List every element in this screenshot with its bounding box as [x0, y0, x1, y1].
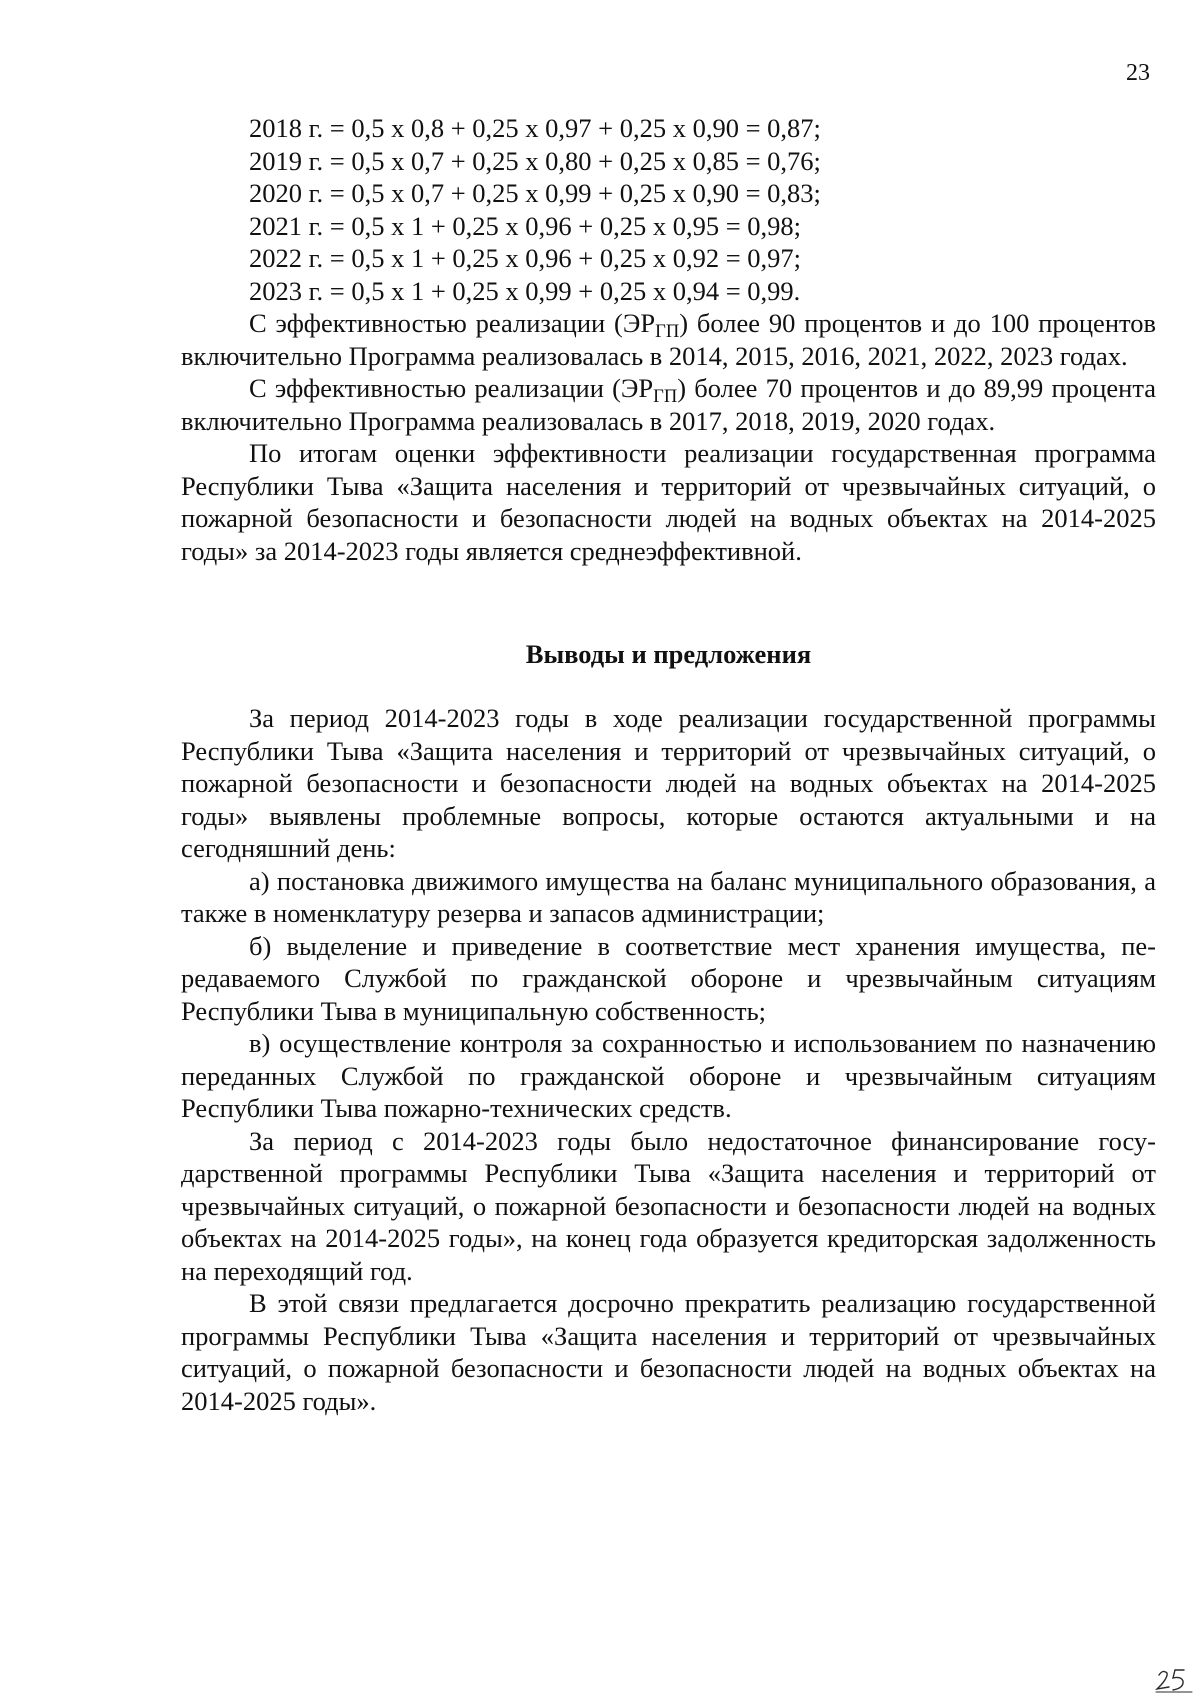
effectiveness-high-subscript: ГП: [655, 321, 680, 343]
effectiveness-medium-text-end: ) более 70 процентов и до 89,99 процента включительно Программа реализовалась в 2017, 2018, 2019, 2020 годах.: [181, 373, 1156, 436]
funding-paragraph: За период с 2014-2023 годы было недостаточное финансирование государственной программы Республики Тыва «Защита населения и территорий от чрезвычайных ситуаций, о пожарной безопасности и безопасности людей на водных объектах на 2014-2025 годы», на конец года образуется кредиторская задолженность на переходящий год.: [181, 1125, 1156, 1286]
effectiveness-high-paragraph: [181, 307, 1156, 372]
conclusions-item-b: б) выделение и приведение в соответствие мест хранения имущества, передаваемого Службой по гражданской обороне и чрезвычайным ситуациям Республики Тыва в муниципальную собственность;: [181, 930, 1156, 1026]
section-heading: Выводы и предложения: [525, 639, 812, 669]
effectiveness-high-text-start: С эффективностью реализации (ЭР: [249, 308, 656, 338]
formula-line-2021: 2021 г. = 0,5 х 1 + 0,25 х 0,96 + 0,25 х 0,95 = 0,98;: [249, 210, 802, 241]
formula-line-2019: 2019 г. = 0,5 х 0,7 + 0,25 х 0,80 + 0,25 х 0,85 = 0,76;: [249, 145, 821, 176]
conclusions-intro-paragraph: За период 2014-2023 годы в ходе реализации государственной программы Республики Тыва «Защита населения и территорий от чрезвычайных ситуаций, о пожарной безопасности и безопасности людей на водных объектах на 2014-2025 годы» выявлены проблемные вопросы, которые остаются актуальными и на сегодняшний день:: [181, 703, 1156, 863]
conclusions-item-c: в) осуществление контроля за сохранностью и использованием по назначению переданных Службой по гражданской обороне и чрезвычайным ситуациям Республики Тыва пожарно-технических средств.: [181, 1028, 1156, 1123]
conclusions-section: [181, 702, 1156, 1417]
formula-list: [181, 112, 1156, 307]
effectiveness-medium-paragraph: [181, 372, 1156, 437]
formula-line-2023: 2023 г. = 0,5 х 1 + 0,25 х 0,99 + 0,25 х 0,94 = 0,99.: [249, 275, 801, 306]
effectiveness-section: [181, 307, 1156, 567]
formula-line-2020: 2020 г. = 0,5 х 0,7 + 0,25 х 0,99 + 0,25 х 0,90 = 0,83;: [249, 178, 821, 208]
page-number: 23: [1126, 60, 1150, 86]
conclusions-item-a: а) постановка движимого имущества на баланс муниципального образования, а также в номенклатуру резерва и запасов администрации;: [181, 865, 1156, 928]
formula-line-2018: 2018 г. = 0,5 х 0,8 + 0,25 х 0,97 + 0,25 х 0,90 = 0,87;: [249, 113, 821, 143]
handwritten-page-mark: [1154, 1665, 1194, 1695]
proposal-paragraph: В этой связи предлагается досрочно прекратить реализацию государственной программы Республики Тыва «Защита населения и территорий от чрезвычайных ситуаций, о пожарной безопасности и безопасности людей на водных объектах на 2014-2025 годы».: [181, 1288, 1156, 1416]
effectiveness-medium-subscript: ГП: [653, 386, 678, 408]
evaluation-summary-paragraph: По итогам оценки эффективности реализации государственная программа Республики Тыва «Защита населения и территорий от чрезвычайных ситуаций, о пожарной безопасности и безопасности людей на водных объектах на 2014-2025 годы» за 2014-2023 годы является среднеэффективной.: [181, 438, 1156, 566]
effectiveness-medium-text-start: С эффективностью реализации (ЭР: [249, 373, 654, 403]
formula-line-2022: 2022 г. = 0,5 х 1 + 0,25 х 0,96 + 0,25 х 0,92 = 0,97;: [249, 243, 802, 273]
effectiveness-high-text-end: ) более 90 процентов и до 100 процентов включительно Программа реализовалась в 2014, 2015, 2016, 2021, 2022, 2023 годах.: [181, 308, 1156, 371]
